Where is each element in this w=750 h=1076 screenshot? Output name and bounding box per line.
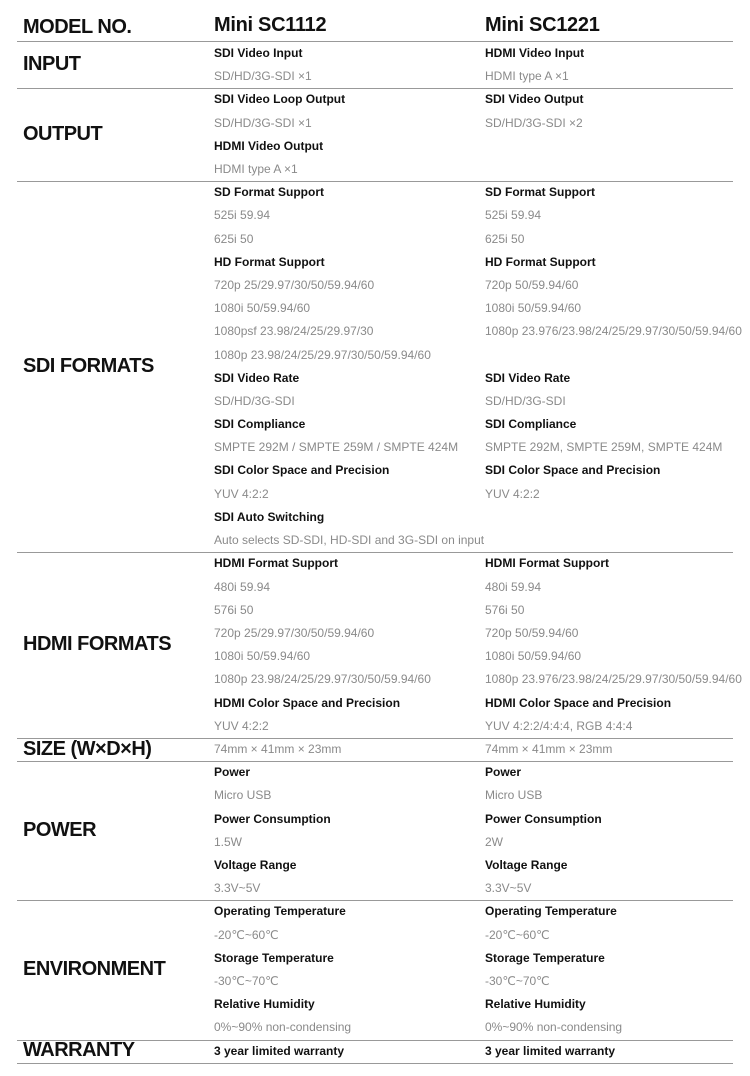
spec-value: 480i 59.94: [485, 579, 542, 594]
spec-value: 1080i 50/59.94/60: [485, 649, 582, 664]
spec-heading: HDMI Color Space and Precision: [485, 695, 672, 710]
spec-column-model-a: [214, 88, 484, 181]
section-label: SIZE (W×D×H): [23, 737, 152, 760]
spec-value: Auto selects SD-SDI, HD-SDI and 3G-SDI on input: [214, 533, 485, 547]
spec-value: 1080p 23.976/23.98/24/25/29.97/30/50/59.94/60: [485, 324, 742, 339]
spec-value: 576i 50: [214, 602, 254, 617]
spec-heading: Power: [214, 765, 251, 780]
spec-value: 720p 25/29.97/30/50/59.94/60: [214, 625, 375, 640]
spec-value: 525i 59.94: [485, 208, 542, 223]
spec-value: 1080p 23.98/24/25/29.97/30/50/59.94/60: [214, 347, 431, 362]
spec-column-model-a: [214, 1040, 484, 1063]
spec-column-model-a: [214, 42, 484, 88]
spec-heading: SDI Video Input: [214, 46, 303, 60]
spec-value: SD/HD/3G-SDI: [214, 393, 295, 408]
section-environment: [17, 900, 733, 1040]
spec-heading: 3 year limited warranty: [214, 1043, 345, 1058]
spec-value: 625i 50: [485, 231, 525, 246]
spec-value: 480i 59.94: [214, 579, 271, 594]
spec-value: 720p 25/29.97/30/50/59.94/60: [214, 277, 375, 292]
spec-value: SD/HD/3G-SDI ×1: [214, 69, 312, 84]
spec-heading: HD Format Support: [214, 254, 325, 269]
spec-value: 3.3V~5V: [214, 881, 261, 896]
model-a-title: Mini SC1112: [214, 14, 327, 36]
section-warranty: [17, 1040, 733, 1064]
spec-value: -20℃~60℃: [485, 927, 550, 942]
spec-value: Micro USB: [214, 788, 272, 803]
section-size: [17, 738, 733, 762]
spec-heading: HDMI Video Input: [485, 46, 585, 60]
spec-heading: SDI Video Output: [485, 92, 584, 107]
spec-column-model-b: [485, 552, 742, 738]
spec-heading: SDI Compliance: [214, 417, 306, 432]
spec-heading: SDI Auto Switching: [214, 509, 325, 524]
spec-value: 3.3V~5V: [485, 881, 532, 896]
spec-value: 1.5W: [214, 834, 243, 849]
spec-column-model-b: [485, 738, 733, 761]
spec-value: 2W: [485, 834, 503, 849]
spec-value: YUV 4:2:2/4:4:4, RGB 4:4:4: [485, 718, 633, 733]
spec-heading: SDI Video Loop Output: [214, 92, 346, 107]
spec-value: SD/HD/3G-SDI ×2: [485, 115, 583, 130]
spec-heading: Storage Temperature: [214, 950, 334, 965]
spec-value: 720p 50/59.94/60: [485, 277, 579, 292]
spec-value: 74mm × 41mm × 23mm: [485, 742, 613, 756]
model-b-title: Mini SC1221: [485, 14, 600, 36]
spec-value: SMPTE 292M, SMPTE 259M, SMPTE 424M: [485, 440, 723, 455]
spec-column-model-b: [485, 1040, 733, 1063]
section-output: [17, 88, 733, 182]
spec-value: YUV 4:2:2: [214, 718, 269, 733]
spec-heading: SD Format Support: [485, 185, 595, 200]
section-hdmi-formats: [17, 552, 742, 739]
spec-column-model-a: [214, 738, 484, 761]
spec-column-model-a: [214, 761, 484, 900]
section-label: WARRANTY: [23, 1039, 135, 1062]
spec-value: 720p 50/59.94/60: [485, 625, 579, 640]
section-label: OUTPUT: [23, 122, 103, 145]
spec-value: SD/HD/3G-SDI: [485, 393, 566, 408]
spec-heading: HD Format Support: [485, 254, 596, 269]
spec-column-model-b: [485, 761, 733, 900]
spec-value: SD/HD/3G-SDI ×1: [214, 115, 312, 130]
spec-column-model-a: [214, 552, 484, 738]
spec-value: 1080i 50/59.94/60: [485, 301, 582, 316]
section-label: INPUT: [23, 53, 81, 76]
spec-column-model-b: [485, 88, 733, 134]
spec-value: 1080i 50/59.94/60: [214, 649, 311, 664]
spec-heading: HDMI Format Support: [485, 556, 609, 571]
model-no-label: MODEL NO.: [23, 16, 132, 38]
spec-value: Micro USB: [485, 788, 543, 803]
spec-value: 576i 50: [485, 602, 525, 617]
spec-heading: 3 year limited warranty: [485, 1043, 616, 1058]
spec-heading: Power: [485, 765, 522, 780]
section-label: POWER: [23, 818, 97, 841]
spec-value: -20℃~60℃: [214, 927, 279, 942]
spec-heading: HDMI Color Space and Precision: [214, 695, 401, 710]
section-label: HDMI FORMATS: [23, 633, 172, 656]
spec-heading: Power Consumption: [485, 811, 602, 826]
spec-heading: SDI Video Rate: [485, 370, 571, 385]
spec-heading: HDMI Format Support: [214, 556, 338, 571]
spec-column-model-a: [214, 900, 484, 1039]
spec-column-model-b: [485, 42, 733, 88]
spec-value: -30℃~70℃: [214, 973, 279, 988]
spec-value: YUV 4:2:2: [485, 486, 540, 501]
spec-value: 0%~90% non-condensing: [214, 1020, 352, 1035]
spec-heading: Operating Temperature: [485, 904, 617, 919]
section-label: SDI FORMATS: [23, 354, 154, 377]
spec-value: 525i 59.94: [214, 208, 271, 223]
spec-value: 1080p 23.98/24/25/29.97/30/50/59.94/60: [214, 672, 431, 687]
spec-column-model-a: [214, 181, 484, 552]
section-power: [17, 761, 733, 901]
section-input: [17, 42, 733, 89]
spec-value: [485, 344, 733, 367]
spec-heading: Storage Temperature: [485, 950, 605, 965]
spec-value: -30℃~70℃: [485, 973, 550, 988]
spec-heading: Voltage Range: [214, 857, 297, 872]
spec-heading: Relative Humidity: [214, 997, 315, 1012]
spec-heading: Voltage Range: [485, 857, 568, 872]
section-sdi-formats: [17, 181, 742, 553]
spec-value: 1080p 23.976/23.98/24/25/29.97/30/50/59.94/60: [485, 672, 742, 687]
spec-heading: SDI Color Space and Precision: [214, 463, 390, 478]
spec-heading: Operating Temperature: [214, 904, 346, 919]
spec-table-header: [0, 0, 750, 42]
spec-heading: SDI Compliance: [485, 417, 577, 432]
spec-heading: SDI Color Space and Precision: [485, 463, 661, 478]
spec-value: SMPTE 292M / SMPTE 259M / SMPTE 424M: [214, 440, 459, 455]
spec-value: 1080psf 23.98/24/25/29.97/30: [214, 324, 374, 339]
section-label: ENVIRONMENT: [23, 957, 166, 980]
spec-value: 625i 50: [214, 231, 254, 246]
spec-value: HDMI type A ×1: [214, 161, 298, 176]
spec-column-model-b: [485, 181, 742, 506]
spec-heading: Relative Humidity: [485, 997, 586, 1012]
spec-value: 1080i 50/59.94/60: [214, 301, 311, 316]
spec-heading: Power Consumption: [214, 811, 331, 826]
spec-column-model-b: [485, 900, 733, 1039]
spec-heading: HDMI Video Output: [214, 138, 324, 153]
spec-value: HDMI type A ×1: [485, 69, 569, 84]
spec-value: YUV 4:2:2: [214, 486, 269, 501]
spec-heading: SDI Video Rate: [214, 370, 300, 385]
spec-value: 0%~90% non-condensing: [485, 1020, 623, 1035]
spec-value: 74mm × 41mm × 23mm: [214, 742, 342, 756]
spec-heading: SD Format Support: [214, 185, 324, 200]
